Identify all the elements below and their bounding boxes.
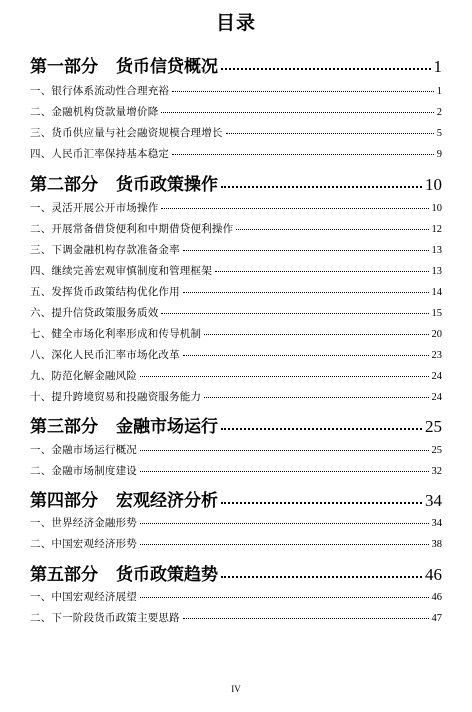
toc-item-page: 9 — [436, 149, 442, 160]
part-number: 第一部分 — [30, 57, 98, 77]
dot-leader — [172, 154, 434, 155]
toc-item-label: 一、中国宏观经济展望 — [30, 591, 137, 603]
toc-item-page: 46 — [431, 592, 442, 603]
toc-item[interactable] — [30, 368, 442, 383]
dot-leader — [140, 523, 429, 524]
dot-leader — [204, 334, 428, 335]
toc-item[interactable] — [30, 305, 442, 320]
part-number: 第四部分 — [30, 491, 98, 511]
toc-item-page: 32 — [431, 466, 442, 477]
toc-item-label: 二、金融市场制度建设 — [30, 465, 137, 477]
part-number: 第三部分 — [30, 417, 98, 437]
toc-item[interactable] — [30, 104, 442, 119]
part-page-number: 10 — [425, 175, 442, 194]
part-page-number: 34 — [425, 491, 442, 510]
page-title: 目录 — [215, 12, 256, 34]
toc-item[interactable] — [30, 125, 442, 140]
toc-item-label: 九、防范化解金融风险 — [30, 370, 137, 382]
dot-leader — [221, 186, 422, 188]
toc-item-label: 二、下一阶段货币政策主要思路 — [30, 612, 180, 624]
page-number-footer: IV — [231, 684, 241, 694]
part-title: 宏观经济分析 — [116, 491, 218, 511]
dot-leader — [221, 68, 431, 70]
toc-item-page: 34 — [431, 518, 442, 529]
dot-leader — [140, 471, 429, 472]
toc-item-label: 四、继续完善宏观审慎制度和管理框架 — [30, 265, 212, 277]
toc-item-label: 八、深化人民币汇率市场化改革 — [30, 349, 180, 361]
part-page-number: 46 — [425, 565, 442, 584]
dot-leader — [140, 376, 429, 377]
part-title: 货币政策操作 — [116, 175, 218, 195]
dot-leader — [221, 428, 422, 430]
toc-part-5[interactable] — [30, 560, 442, 585]
part-number: 第五部分 — [30, 565, 98, 585]
part-page-number: 25 — [425, 417, 442, 436]
toc-item[interactable] — [30, 389, 442, 404]
toc-item[interactable] — [30, 442, 442, 457]
toc-item[interactable] — [30, 242, 442, 257]
toc-item-page: 47 — [431, 613, 442, 624]
toc-item-page: 2 — [436, 107, 442, 118]
toc-item-page: 12 — [431, 224, 442, 235]
dot-leader — [172, 91, 434, 92]
toc-item-page: 15 — [431, 308, 442, 319]
dot-leader — [140, 544, 429, 545]
dot-leader — [183, 250, 429, 251]
toc-item-label: 十、提升跨境贸易和投融资服务能力 — [30, 391, 202, 403]
dot-leader — [183, 355, 429, 356]
toc-item-label: 七、健全市场化利率形成和传导机制 — [30, 328, 202, 340]
dot-leader — [215, 271, 429, 272]
toc-item[interactable] — [30, 326, 442, 341]
toc-item-label: 二、金融机构贷款量增价降 — [30, 106, 159, 118]
toc-item[interactable] — [30, 263, 442, 278]
toc-item-page: 10 — [431, 203, 442, 214]
toc-item-label: 一、灵活开展公开市场操作 — [30, 202, 159, 214]
part-heading — [30, 560, 218, 585]
toc-item[interactable] — [30, 284, 442, 299]
part-title: 货币信贷概况 — [116, 57, 218, 77]
dot-leader — [140, 597, 429, 598]
toc-item-label: 一、金融市场运行概况 — [30, 444, 137, 456]
dot-leader — [221, 576, 422, 578]
part-heading — [30, 170, 218, 195]
dot-leader — [140, 450, 429, 451]
dot-leader — [226, 133, 434, 134]
toc-item[interactable] — [30, 463, 442, 478]
dot-leader — [161, 112, 433, 113]
part-heading — [30, 52, 218, 77]
toc-item-page: 1 — [436, 86, 442, 97]
toc-item-label: 三、下调金融机构存款准备金率 — [30, 244, 180, 256]
toc-part-1[interactable] — [30, 52, 442, 77]
dot-leader — [204, 397, 428, 398]
dot-leader — [183, 292, 429, 293]
toc-part-4[interactable] — [30, 486, 442, 511]
toc-item[interactable] — [30, 610, 442, 625]
toc-item-page: 20 — [431, 329, 442, 340]
toc-item-page: 5 — [436, 128, 442, 139]
dot-leader — [183, 618, 429, 619]
dot-leader — [221, 502, 422, 504]
toc-item-page: 23 — [431, 350, 442, 361]
toc-item[interactable] — [30, 515, 442, 530]
toc-item-label: 六、提升信贷政策服务质效 — [30, 307, 159, 319]
toc-item[interactable] — [30, 589, 442, 604]
toc-item-label: 一、世界经济金融形势 — [30, 517, 137, 529]
toc-item[interactable] — [30, 536, 442, 551]
toc-item-label: 四、人民币汇率保持基本稳定 — [30, 148, 170, 160]
toc-item-page: 14 — [431, 287, 442, 298]
toc-item-page: 25 — [431, 445, 442, 456]
part-heading — [30, 486, 218, 511]
toc-item-page: 24 — [431, 371, 442, 382]
toc-item[interactable] — [30, 200, 442, 215]
toc-item-page: 38 — [431, 539, 442, 550]
toc-item[interactable] — [30, 221, 442, 236]
dot-leader — [161, 313, 428, 314]
toc-item-page: 24 — [431, 392, 442, 403]
toc-item-label: 三、货币供应量与社会融资规模合理增长 — [30, 127, 223, 139]
toc-item[interactable] — [30, 83, 442, 98]
part-heading — [30, 412, 218, 437]
toc-item-label: 二、开展常备借贷便利和中期借贷便利操作 — [30, 223, 234, 235]
toc-item-label: 五、发挥货币政策结构优化作用 — [30, 286, 180, 298]
dot-leader — [236, 229, 428, 230]
dot-leader — [161, 208, 428, 209]
part-number: 第二部分 — [30, 175, 98, 195]
toc-part-3[interactable] — [30, 412, 442, 437]
part-title: 金融市场运行 — [116, 417, 218, 437]
toc-item[interactable] — [30, 146, 442, 161]
part-page-number: 1 — [433, 57, 442, 76]
toc-item-page: 13 — [431, 266, 442, 277]
toc-part-2[interactable] — [30, 170, 442, 195]
toc-item-label: 二、中国宏观经济形势 — [30, 538, 137, 550]
toc-item-label: 一、银行体系流动性合理充裕 — [30, 85, 170, 97]
part-title: 货币政策趋势 — [116, 565, 218, 585]
toc-item-page: 13 — [431, 245, 442, 256]
toc-item[interactable] — [30, 347, 442, 362]
